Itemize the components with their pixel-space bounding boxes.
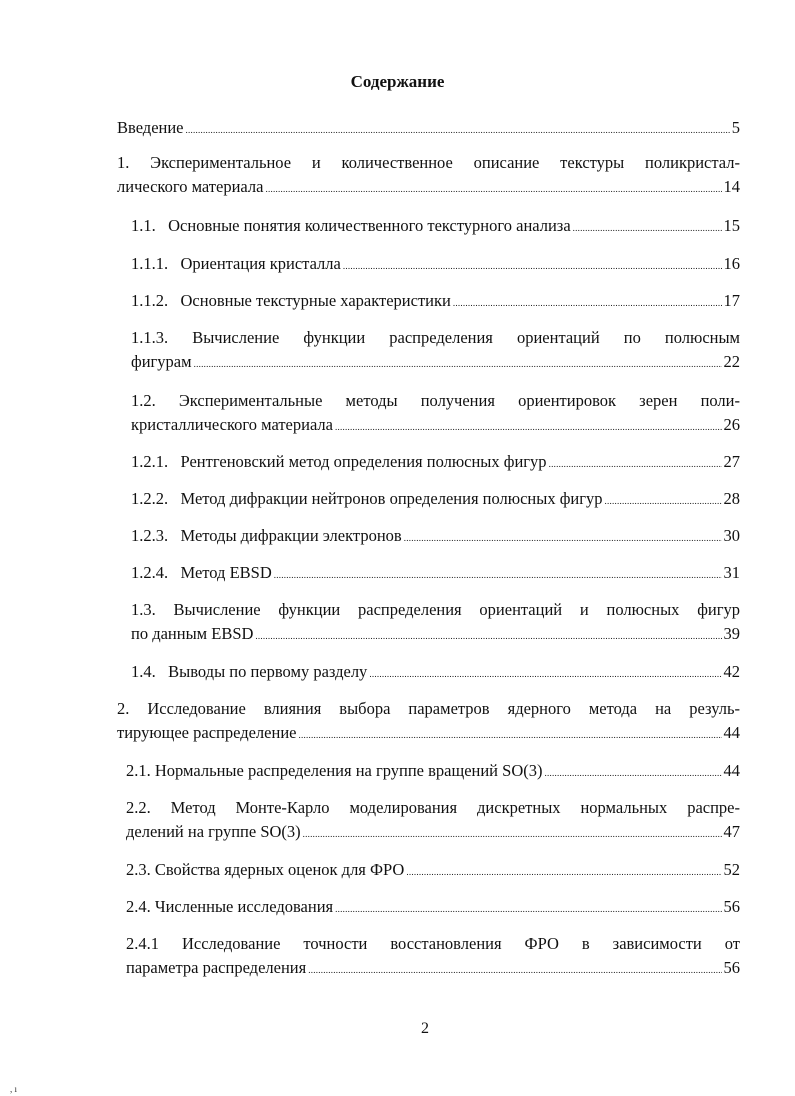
- dot-leader: [303, 820, 722, 846]
- entry-page: 22: [723, 352, 740, 371]
- toc-entry-2[interactable]: [117, 697, 740, 747]
- entry-label: 1.2.1. Рентгеновский метод определения полюсных фигур: [131, 452, 547, 471]
- entry-page: 44: [723, 723, 740, 742]
- dot-leader: [186, 116, 730, 142]
- entry-label: лического материала: [117, 177, 264, 196]
- dot-leader: [255, 622, 721, 648]
- page-title: Содержание: [350, 72, 445, 91]
- toc-entry-2-1[interactable]: [126, 759, 740, 785]
- dot-leader: [308, 956, 721, 982]
- dot-leader: [544, 759, 721, 785]
- dot-leader: [194, 350, 722, 376]
- entry-page: 5: [731, 118, 740, 137]
- toc-entry-1-2-4[interactable]: [131, 561, 740, 587]
- entry-label: 1.4. Выводы по первому разделу: [131, 662, 368, 681]
- entry-page: 15: [723, 216, 740, 235]
- entry-line1: 1. Экспериментальное и количественное описание текстуры поликристал-: [117, 153, 740, 172]
- dot-leader: [335, 895, 721, 921]
- dot-leader: [369, 660, 721, 686]
- toc-entry-1-2-3[interactable]: [131, 524, 740, 550]
- entry-label: 2.1. Нормальные распределения на группе вращений SO(3): [126, 761, 543, 780]
- entry-line1: 1.1.3. Вычисление функции распределения ориентаций по полюсным: [131, 328, 740, 347]
- dot-leader: [343, 252, 722, 278]
- dot-leader: [605, 487, 722, 513]
- entry-label: кристаллического материала: [131, 415, 333, 434]
- entry-label: по данным EBSD: [131, 624, 254, 643]
- entry-label: делений на группе SO(3): [126, 822, 301, 841]
- dot-leader: [453, 289, 722, 315]
- entry-label: Введение: [117, 118, 184, 137]
- entry-label: 1.2.3. Методы дифракции электронов: [131, 526, 402, 545]
- entry-label: 1.1. Основные понятия количественного текстурного анализа: [131, 216, 571, 235]
- entry-page: 28: [723, 489, 740, 508]
- entry-line1: 2.2. Метод Монте-Карло моделирования дискретных нормальных распре-: [126, 798, 740, 817]
- entry-page: 56: [723, 897, 740, 916]
- entry-line1: 2.4.1 Исследование точности восстановления ФРО в зависимости от: [126, 934, 740, 953]
- dot-leader: [274, 561, 722, 587]
- scan-marks: , ı: [10, 1084, 18, 1094]
- dot-leader: [335, 413, 722, 439]
- entry-label: 1.1.1. Ориентация кристалла: [131, 254, 341, 273]
- dot-leader: [404, 524, 722, 550]
- entry-label: 2.3. Свойства ядерных оценок для ФРО: [126, 860, 405, 879]
- toc-entry-1-3[interactable]: [131, 598, 740, 648]
- entry-label: 1.2.4. Метод EBSD: [131, 563, 272, 582]
- entry-label: 2.4. Численные исследования: [126, 897, 334, 916]
- entry-page: 47: [723, 822, 740, 841]
- entry-page: 42: [723, 662, 740, 681]
- toc-entry-1-1-3[interactable]: [131, 326, 740, 376]
- page-number: 2: [421, 1020, 429, 1037]
- toc-entry-1-2-2[interactable]: [131, 487, 740, 513]
- entry-page: 27: [723, 452, 740, 471]
- entry-label: 1.1.2. Основные текстурные характеристики: [131, 291, 451, 310]
- entry-label: тирующее распределение: [117, 723, 297, 742]
- entry-label: фигурам: [131, 352, 192, 371]
- entry-label: 1.2.2. Метод дифракции нейтронов определения полюсных фигур: [131, 489, 603, 508]
- entry-line1: 2. Исследование влияния выбора параметров ядерного метода на резуль-: [117, 699, 740, 718]
- toc-entry-1[interactable]: [117, 151, 740, 201]
- toc-entry-2-2[interactable]: [126, 796, 740, 846]
- entry-label: параметра распределения: [126, 958, 307, 977]
- toc-entry-1-2[interactable]: [131, 389, 740, 439]
- toc-entry-1-1-2[interactable]: [131, 289, 740, 315]
- toc-entry-intro[interactable]: [117, 116, 740, 142]
- entry-page: 44: [723, 761, 740, 780]
- entry-line1: 1.3. Вычисление функции распределения ориентаций и полюсных фигур: [131, 600, 740, 619]
- entry-page: 30: [723, 526, 740, 545]
- toc-entry-2-4[interactable]: [126, 895, 740, 921]
- toc-entry-1-1-1[interactable]: [131, 252, 740, 278]
- toc-entry-1-1[interactable]: [131, 214, 740, 240]
- toc-entry-1-4[interactable]: [131, 660, 740, 686]
- entry-page: 16: [723, 254, 740, 273]
- entry-page: 52: [723, 860, 740, 879]
- entry-page: 56: [723, 958, 740, 977]
- dot-leader: [573, 214, 722, 240]
- entry-page: 39: [723, 624, 740, 643]
- entry-page: 17: [723, 291, 740, 310]
- toc-entry-1-2-1[interactable]: [131, 450, 740, 476]
- toc-entry-2-3[interactable]: [126, 858, 740, 884]
- entry-page: 26: [723, 415, 740, 434]
- entry-page: 31: [723, 563, 740, 582]
- dot-leader: [406, 858, 721, 884]
- toc-entry-2-4-1[interactable]: [126, 932, 740, 982]
- dot-leader: [265, 175, 721, 201]
- entry-line1: 1.2. Экспериментальные методы получения ориентировок зерен поли-: [131, 391, 740, 410]
- dot-leader: [549, 450, 722, 476]
- dot-leader: [298, 721, 721, 747]
- entry-page: 14: [723, 177, 740, 196]
